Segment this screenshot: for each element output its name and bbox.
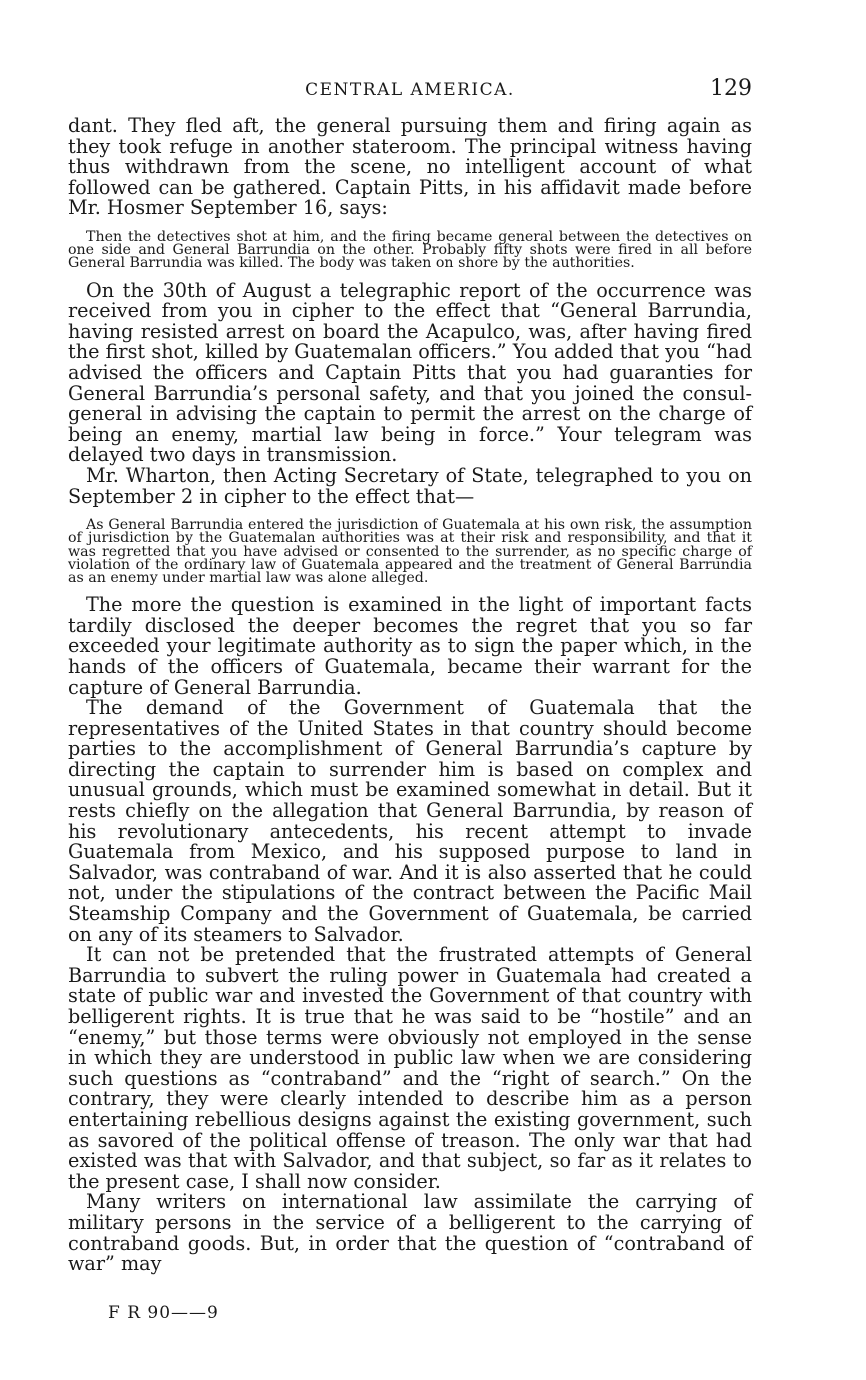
paragraph-wharton: Mr. Wharton, then Acting Secretary of State, telegraphed to you on September 2 in cipher to the effect that— [68, 463, 752, 508]
paragraph-continued: dant. They fled aft, the general pursuing them and firing again as they took refuge in another stateroom. The principal witness having thus withdrawn from the scene, no intelligent account of what followed can be gathered. Captain Pitts, in his affidavit made before Mr. Hosmer September 16, says: [68, 114, 752, 220]
paragraph-contraband: Many writers on international law assimilate the carrying of military persons in the service of a belligerent to the carrying of contraband goods. But, in order that the question of “contraband of war” may [68, 1190, 752, 1276]
page-number: 129 [710, 76, 752, 101]
page-title: CENTRAL AMERICA. [305, 80, 515, 100]
block-quote-affidavit: Then the detectives shot at him, and the firing became general between the detectives on one side and General Barrundia on the other. Probably fifty shots were fired in all before General Barrundia was killed. The body was taken on shore by the authorities. [68, 228, 752, 272]
paragraph-telegraphic-report: On the 30th of August a telegraphic report of the occurrence was received from you in cipher to the effect that “General Barrundia, having resisted arrest on board the Acapulco, was, after having fired the first shot, killed by Guatemalan officers.” You added that you “had advised the officers and Captain Pitts that you had guaranties for General Barrundia’s personal safety, and that you joined the consul-general in advising the captain to permit the arrest on the charge of being an enemy, martial law being in force.” Your telegram was delayed two days in transmission. [68, 278, 752, 467]
paragraph-demand: The demand of the Government of Guatemala that the representatives of the United States in that country should become parties to the accomplishment of General Barrundia’s capture by directing the captain to surrender him is based on complex and unusual grounds, which must be examined somewhat in detail. But it rests chiefly on the allegation that General Barrundia, by reason of his revolutionary antecedents, his recent attempt to invade Guatemala from Mexico, and his supposed purpose to land in Salvador, was contraband of war. And it is also asserted that he could not, under the stipulations of the contract between the Pacific Mail Steamship Company and the Government of Guatemala, be carried on any of its steamers to Salvador. [68, 696, 752, 946]
body-text [68, 116, 752, 1275]
signature-mark: F R 90——9 [108, 1303, 219, 1323]
paragraph-public-war: It can not be pretended that the frustrated attempts of General Barrundia to subvert the ruling power in Guatemala had created a state of public war and invested the Government of that country with belligerent rights. It is true that he was said to be “hostile” and an “enemy,” but those terms were obviously not employed in the sense in which they are understood in public law when we are considering such questions as “contraband” and the “right of search.” On the contrary, they were clearly intended to describe him as a person entertaining rebellious designs against the existing government, such as savored of the political offense of treason. The only war that had existed was that with Salvador, and that subject, so far as it relates to the present case, I shall now consider. [68, 943, 752, 1193]
running-header [68, 76, 752, 104]
paragraph-regret: The more the question is examined in the light of important facts tardily disclosed the deeper becomes the regret that you so far exceeded your legitimate authority as to sign the paper which, in the hands of the officers of Guatemala, became their warrant for the capture of General Barrundia. [68, 593, 752, 699]
block-quote-wharton-telegram: As General Barrundia entered the jurisdiction of Guatemala at his own risk, the assumption of jurisdiction by the Guatemalan authorities was at their risk and responsibility, and that it was regretted that you have advised or consented to the surrender, as no specific charge of violation of the ordinary law of Guatemala appeared and the treatment of General Barrundia as an enemy under martial law was alone alleged. [68, 517, 752, 586]
